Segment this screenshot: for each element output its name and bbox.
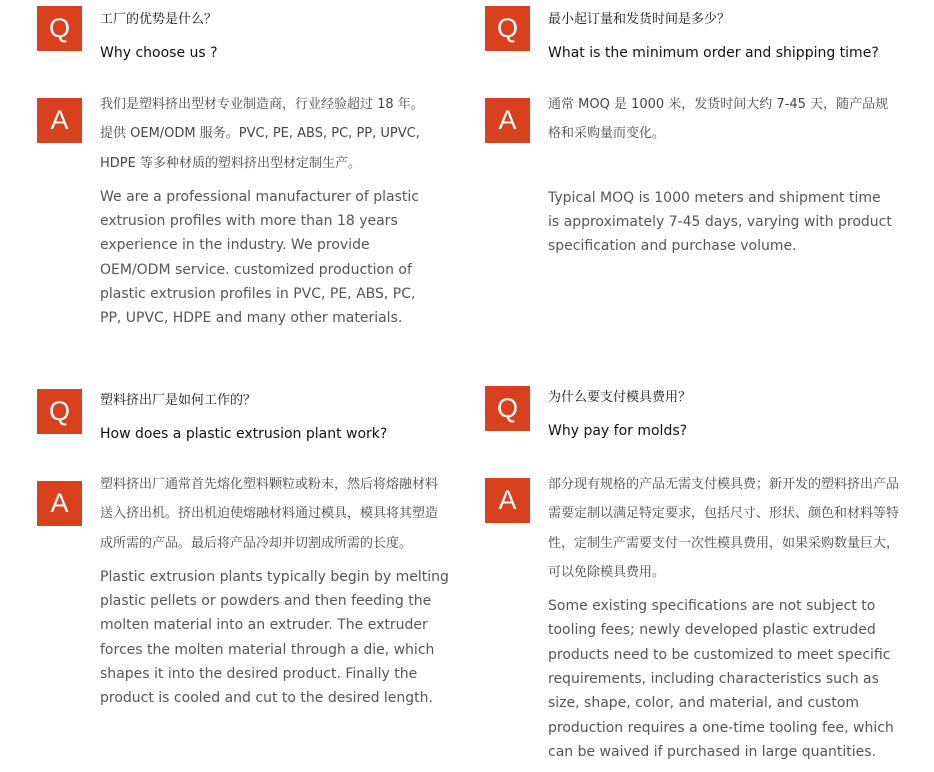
answer-en: We are a professional manufacturer of plastic extrusion profiles with more than 18 years experience in the industry. We provide OEM/ODM service. customized production of plastic extrusion profiles in PVC, PE, ABS, PC, PP, UPVC, HDPE and many other materials. <box>100 188 419 327</box>
answer-badge: A <box>485 478 530 523</box>
answer-text <box>100 470 450 711</box>
answer-badge: A <box>37 98 82 143</box>
answer-zh: 塑料挤出厂通常首先熔化塑料颗粒或粉末，然后将熔融材料送入挤出机。挤出机迫使熔融材料通过模具，模具将其塑造成所需的产品。最后将产品冷却并切割成所需的长度。 <box>100 477 439 551</box>
answer-badge: A <box>485 98 530 143</box>
answer-text <box>100 90 436 331</box>
question-zh: 最小起订量和发货时间是多少？ <box>548 12 731 27</box>
question <box>100 11 460 62</box>
question <box>548 11 908 62</box>
question-badge: Q <box>37 389 82 434</box>
question <box>548 389 908 440</box>
question-zh: 工厂的优势是什么？ <box>100 12 218 27</box>
answer-badge: A <box>37 481 82 526</box>
question-en: Why choose us ? <box>100 45 218 61</box>
question <box>100 392 460 443</box>
question-zh: 为什么要支付模具费用？ <box>548 390 692 405</box>
question-zh: 塑料挤出厂是如何工作的？ <box>100 393 257 408</box>
answer-en: Plastic extrusion plants typically begin by melting plastic pellets or powders and then feeding the molten material into an extruder. The extruder forces the molten material through a die, which shapes it into the desired product. Finally the product is cooled and cut to the desired length. <box>100 568 449 707</box>
answer-en: Typical MOQ is 1000 meters and shipment time is approximately 7-45 days, varying with product specification and purchase volume. <box>548 189 892 255</box>
question-en: What is the minimum order and shipping time? <box>548 45 879 61</box>
question-en: Why pay for molds? <box>548 423 688 439</box>
answer-en: Some existing specifications are not subject to tooling fees; newly developed plastic extruded products need to be customized to meet specific requirements, including characteristics such as size, shape, color, and material, and custom production requires a one-time tooling fee, which can be waived if purchased in large quantities. <box>548 598 894 760</box>
question-badge: Q <box>37 6 82 51</box>
answer-text <box>548 90 893 258</box>
question-badge: Q <box>485 386 530 431</box>
question-badge: Q <box>485 6 530 51</box>
answer-text <box>548 470 910 764</box>
answer-zh: 我们是塑料挤出型材专业制造商，行业经验超过 18 年。提供 OEM/ODM 服务。PVC, PE, ABS, PC, PP, UPVC, HDPE 等多种材质的塑料挤出型材定制生产。 <box>100 97 424 171</box>
answer-zh: 通常 MOQ 是 1000 米，发货时间大约 7-45 天，随产品规格和采购量而变化。 <box>548 97 889 142</box>
question-en: How does a plastic extrusion plant work? <box>100 426 388 442</box>
answer-zh: 部分现有规格的产品无需支付模具费；新开发的塑料挤出产品需要定制以满足特定要求，包括尺寸、形状、颜色和材料等特性，定制生产需要支付一次性模具费用，如果采购数量巨大，可以免除模具费用。 <box>548 477 900 580</box>
